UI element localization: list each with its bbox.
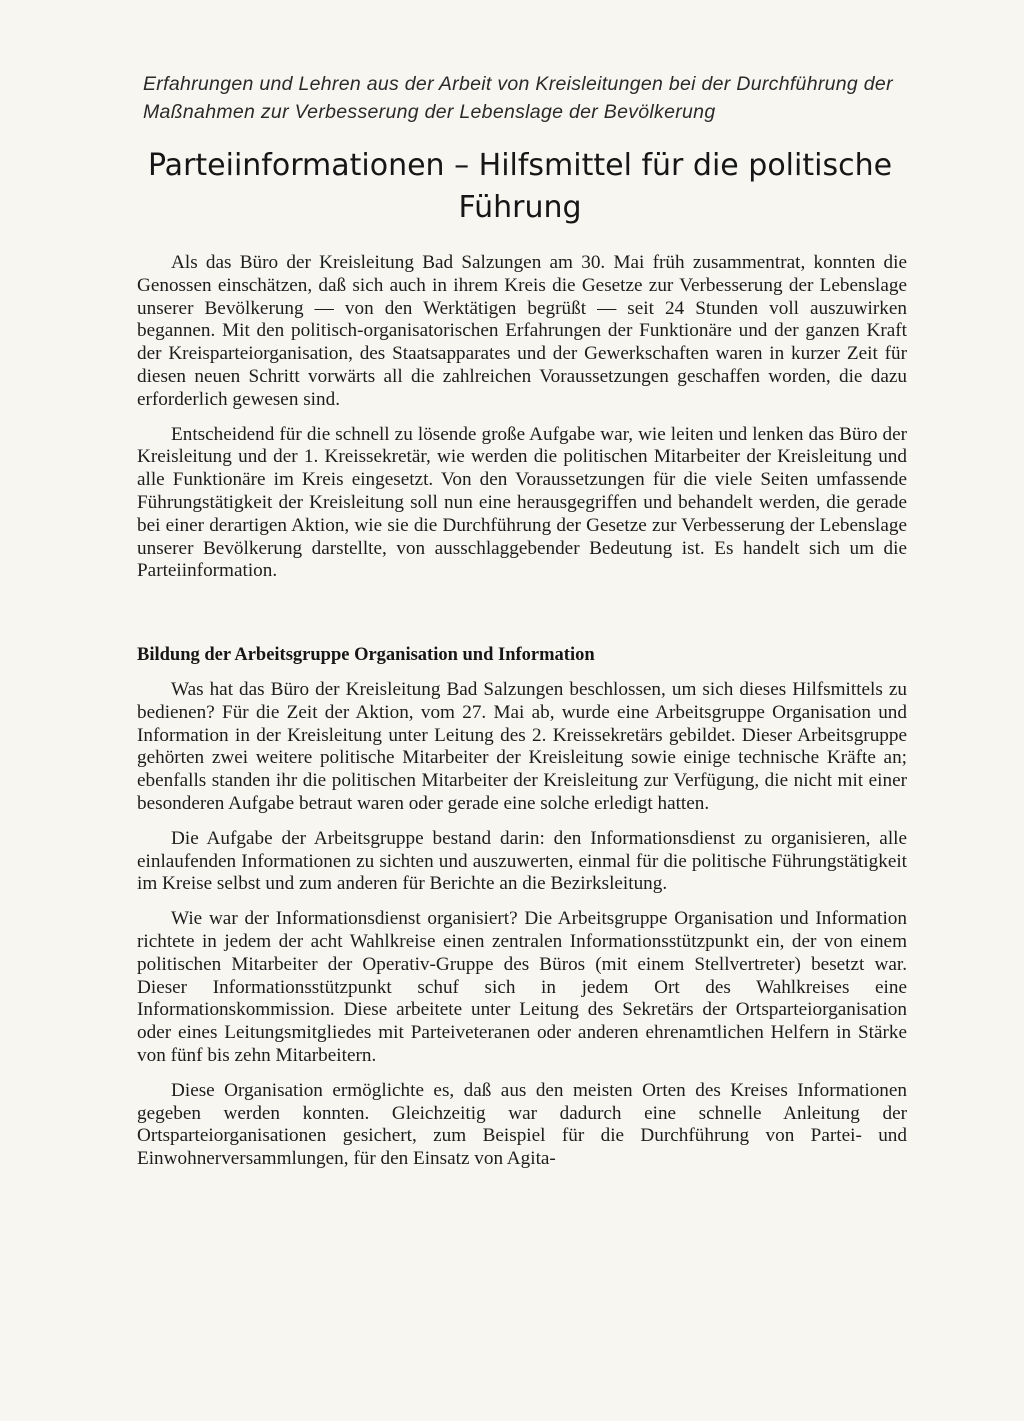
paragraph: Entscheidend für die schnell zu lösende große Aufgabe war, wie leiten und lenken das Büro der Kreisleitung und der 1. Kreissekretär, wie werden die politischen Mitarbeiter der Kreisleitung und alle Funktionäre im Kreis eingesetzt. Von den Voraussetzungen für die viele Seiten umfassende Führungstätigkeit der Kreisleitung soll nun eine herausgegriffen und behandelt werden, die gerade bei einer derartigen Aktion, wie sie die Durchführung der Gesetze zur Verbesserung der Lebenslage unserer Bevölkerung darstellte, von ausschlaggebender Bedeutung ist. Es handelt sich um die Parteiinformation. [137,423,907,582]
article-kicker: Erfahrungen und Lehren aus der Arbeit von Kreisleitungen bei der Durchführung der Maßnahmen zur Verbesserung der Lebenslage der Bevölkerung [143,73,893,123]
paragraph: Wie war der Informationsdienst organisiert? Die Arbeitsgruppe Organisation und Information richtete in jedem der acht Wahlkreise einen zentralen Informationsstützpunkt ein, der von einem politischen Mitarbeiter der Operativ-Gruppe des Büros (mit einem Stellvertreter) besetzt war. Dieser Informationsstützpunkt schuf sich in jedem Ort des Wahlkreises eine Informationskommission. Diese arbeitete unter Leitung des Sekretärs der Ortsparteiorganisation oder eines Leitungsmitgliedes mit Parteiveteranen oder anderen ehrenamtlichen Helfern in Stärke von fünf bis zehn Mitarbeitern. [137,908,907,1066]
paragraph: Was hat das Büro der Kreisleitung Bad Salzungen beschlossen, um sich dieses Hilfsmittels zu bedienen? Für die Zeit der Aktion, vom 27. Mai ab, wurde eine Arbeitsgruppe Organisation und Information in der Kreisleitung unter Leitung des 2. Kreissekretärs gebildet. Dieser Arbeitsgruppe gehörten zwei weitere politische Mitarbeiter der Kreisleitung sowie einige technische Kräfte an; ebenfalls standen ihr die politischen Mitarbeiter der Kreisleitung zur Verfügung, die nicht mit einer besonderen Aufgabe betraut waren oder gerade eine solche erledigt hatten. [137,679,907,814]
section-intro [137,252,907,595]
paragraph: Die Aufgabe der Arbeitsgruppe bestand darin: den Informationsdienst zu organisieren, alle einlaufenden Informationen zu sichten und auszuwerten, einmal für die politische Führungstätigkeit im Kreise selbst und zum anderen für Berichte an die Bezirksleitung. [137,827,907,895]
paragraph: Als das Büro der Kreisleitung Bad Salzungen am 30. Mai früh zusammentrat, konnten die Genossen einschätzen, daß sich auch in ihrem Kreis die Gesetze zur Verbesserung der Lebenslage unserer Bevölkerung — von den Werktätigen begrüßt — seit 24 Stunden voll auszuwirken begannen. Mit den politisch-organisatorischen Erfahrungen der Funktionäre und der ganzen Kraft der Kreisparteiorganisation, des Staatsapparates und der Gewerkschaften waren in kurzer Zeit für diesen neuen Schritt vorwärts all die zahlreichen Voraussetzungen geschaffen worden, die dazu erforderlich gewesen sind. [137,252,907,410]
section-heading: Bildung der Arbeitsgruppe Organisation und Information [137,645,595,665]
paragraph: Diese Organisation ermöglichte es, daß aus den meisten Orten des Kreises Informationen gegeben werden konnten. Gleichzeitig war dadurch eine schnelle Anleitung der Ortsparteiorganisationen gesichert, zum Beispiel für die Durchführung von Partei- und Einwohnerversammlungen, für den Einsatz von Agita- [137,1079,907,1170]
article-title: Parteiinformationen – Hilfsmittel für die politische Führung [147,148,893,225]
section-working-group [137,679,907,1183]
